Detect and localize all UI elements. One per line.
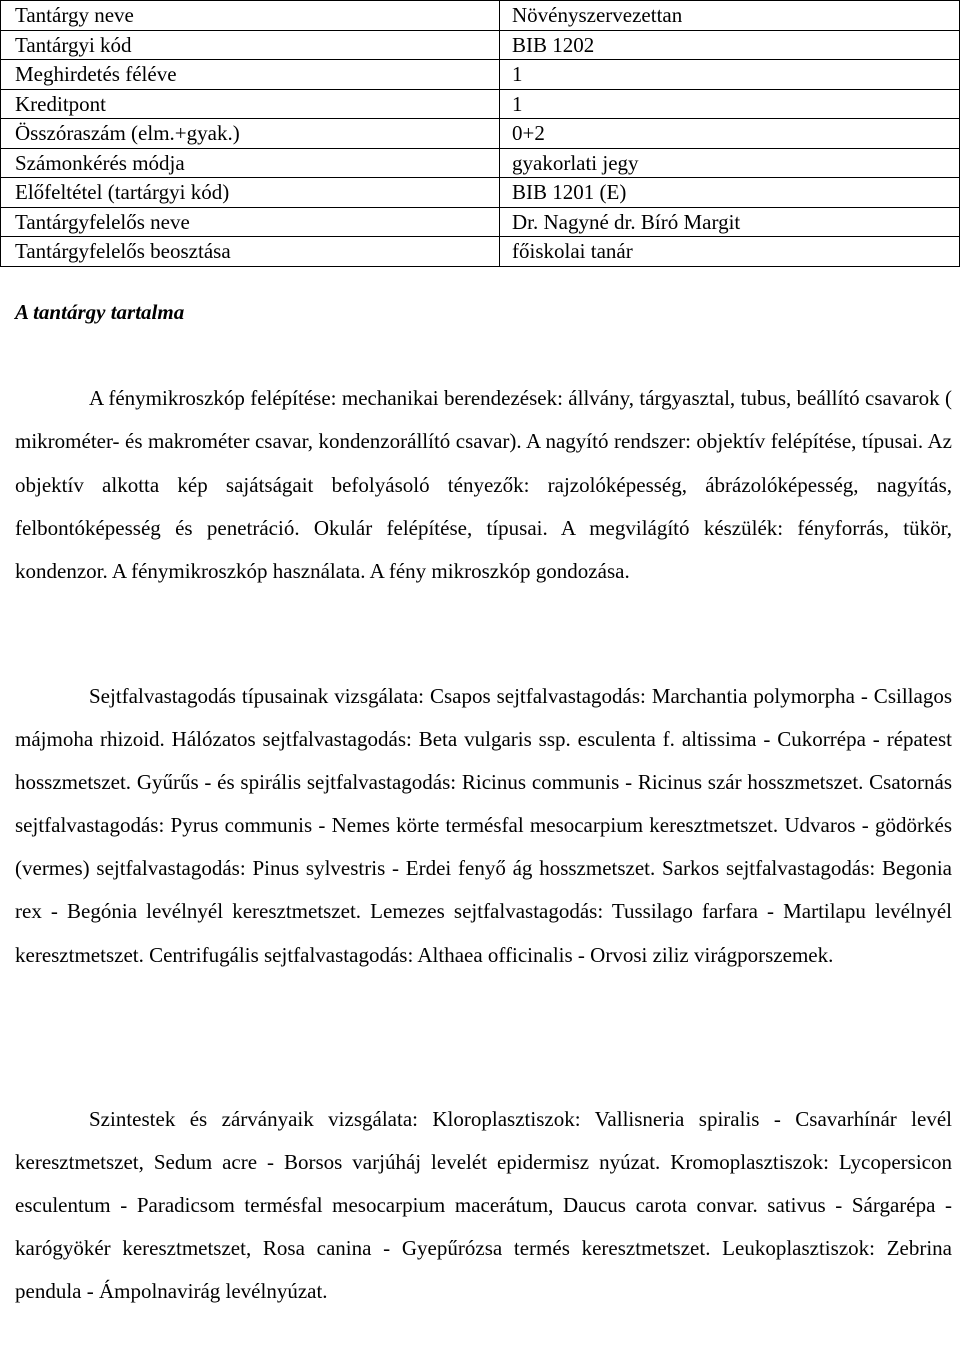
semester-label: Meghirdetés féléve (1, 60, 500, 90)
course-name-value: Növényszervezettan (500, 1, 960, 31)
course-info-row-responsible-title (1, 237, 960, 267)
assessment-value: gyakorlati jegy (500, 148, 960, 178)
course-info-row-code (1, 30, 960, 60)
hours-label: Összóraszám (elm.+gyak.) (1, 119, 500, 149)
responsible-name-value: Dr. Nagyné dr. Bíró Margit (500, 207, 960, 237)
course-name-label: Tantárgy neve (1, 1, 500, 31)
course-info-row-name (1, 1, 960, 31)
credits-label: Kreditpont (1, 89, 500, 119)
credits-value: 1 (500, 89, 960, 119)
responsible-title-label: Tantárgyfelelős beosztása (1, 237, 500, 267)
course-info-row-credits (1, 89, 960, 119)
prerequisite-value: BIB 1201 (E) (500, 178, 960, 208)
prerequisite-label: Előfeltétel (tartárgyi kód) (1, 178, 500, 208)
course-info-row-hours (1, 119, 960, 149)
content-paragraph-cell-wall: Sejtfalvastagodás típusainak vizsgálata: Csapos sejtfalvastagodás: Marchantia polymorpha - Csillagos májmoha rhizoid. Hálózatos sejtfalvastagodás: Beta vulgaris ssp. esculenta f. altissima - Cukorrépa - répatest hosszmetszet. Gyűrűs - és spirális sejtfalvastagodás: Ricinus communis - Ricinus szár hosszmetszet. Csatornás sejtfalvastagodás: Pyrus communis - Nemes körte termésfal mesocarpium keresztmetszet. Udvaros - gödörkés (vermes) sejtfalvastagodás: Pinus sylvestris - Erdei fenyő ág hosszmetszet. Sarkos sejtfalvastagodás: Begonia rex - Begónia levélnyél keresztmetszet. Lemezes sejtfalvastagodás: Tussilago farfara - Martilapu levélnyél keresztmetszet. Centrifugális sejtfalvastagodás: Althaea officinalis - Orvosi ziliz virágporszemek. (15, 684, 952, 967)
course-code-label: Tantárgyi kód (1, 30, 500, 60)
course-info-row-prerequisite (1, 178, 960, 208)
responsible-title-value: főiskolai tanár (500, 237, 960, 267)
responsible-name-label: Tantárgyfelelős neve (1, 207, 500, 237)
course-info-row-responsible-name (1, 207, 960, 237)
course-info-row-semester (1, 60, 960, 90)
content-paragraph-microscope: A fénymikroszkóp felépítése: mechanikai berendezések: állvány, tárgyasztal, tubus, beállító csavarok ( mikrométer- és makrométer csavar, kondenzorállító csavar). A nagyító rendszer: objektív felépítése, típusai. Az objektív alkotta kép sajátságait befolyásoló tényezők: rajzolóképesség, ábrázolóképesség, nagyítás, felbontóképesség és penetráció. Okulár felépítése, típusai. A megvilágító készülék: fényforrás, tükör, kondenzor. A fénymikroszkóp használata. A fény mikroszkóp gondozása. (15, 386, 952, 584)
course-code-value: BIB 1202 (500, 30, 960, 60)
course-info-table (0, 0, 960, 267)
assessment-label: Számonkérés módja (1, 148, 500, 178)
hours-value: 0+2 (500, 119, 960, 149)
course-info-row-assessment (1, 148, 960, 178)
semester-value: 1 (500, 60, 960, 90)
section-title: A tantárgy tartalma (15, 300, 185, 324)
content-paragraph-plastids: Szintestek és zárványaik vizsgálata: Kloroplasztiszok: Vallisneria spiralis - Csavarhínár levél keresztmetszet, Sedum acre - Borsos varjúháj levelét epidermisz nyúzat. Kromoplasztiszok: Lycopersicon esculentum - Paradicsom termésfal mesocarpium macerátum, Daucus carota convar. sativus - Sárgarépa - karógyökér keresztmetszet, Rosa canina - Gyepűrózsa termés keresztmetszet. Leukoplasztiszok: Zebrina pendula - Ámpolnavirág levélnyúzat. (15, 1107, 952, 1303)
